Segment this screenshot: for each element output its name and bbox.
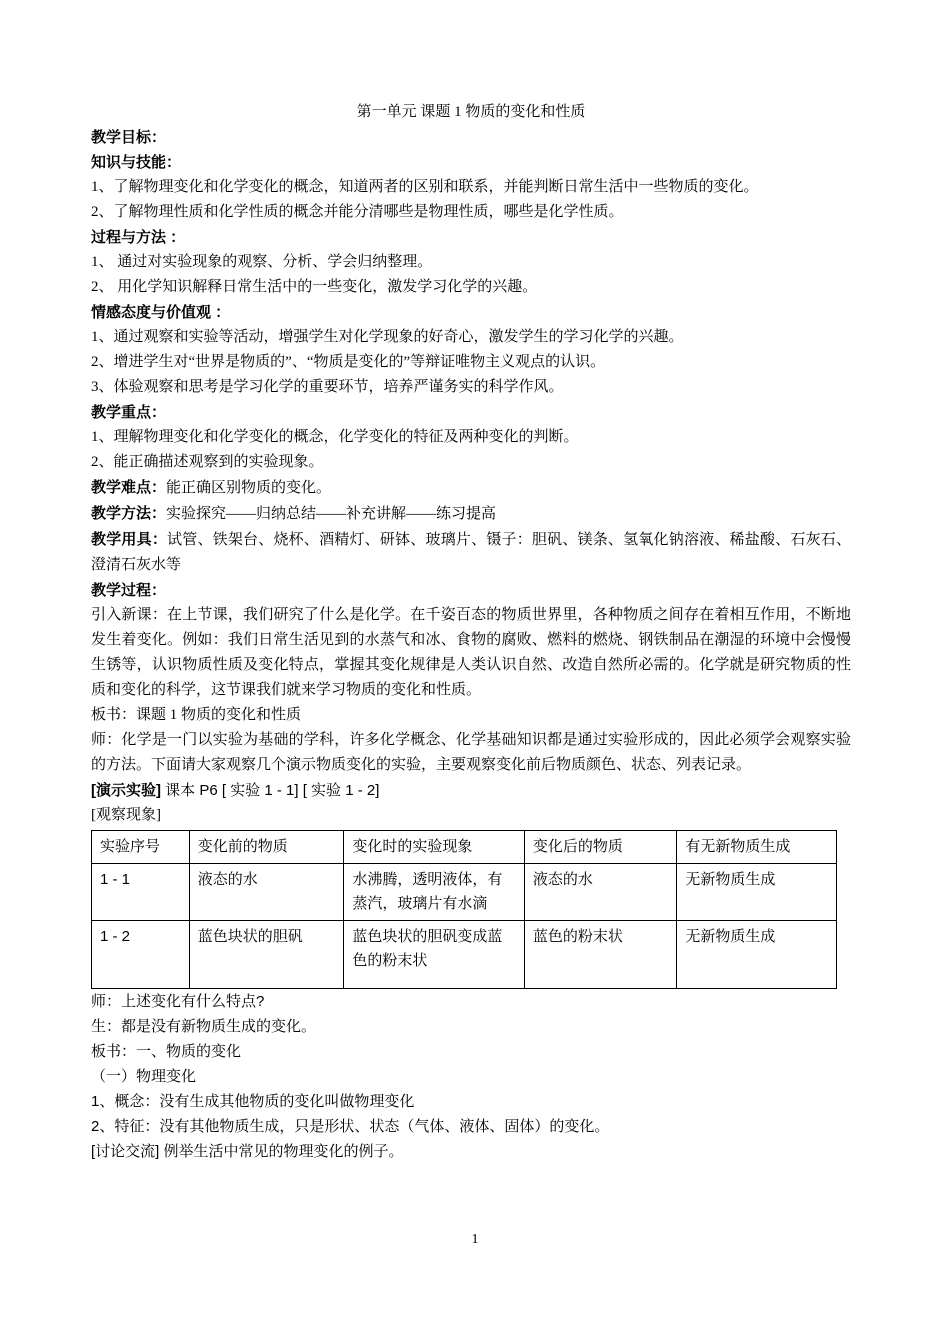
procedure-heading: 教学过程： xyxy=(91,582,167,599)
table-row xyxy=(92,864,837,921)
process-item: 1、 通过对实验现象的观察、分析、学会归纳整理。 xyxy=(91,254,433,270)
difficulty-label: 教学难点： xyxy=(91,479,167,496)
observation-table xyxy=(91,830,837,989)
difficulty-text: 能正确区别物质的变化。 xyxy=(166,480,332,496)
page-number: 1 xyxy=(471,1232,479,1247)
table-row xyxy=(92,921,837,989)
table-header-row xyxy=(92,831,837,864)
table-header-cell: 变化时的实验现象 xyxy=(344,831,525,864)
board-title: 板书：课题 1 物质的变化和性质 xyxy=(91,707,302,723)
table-cell: 1 - 2 xyxy=(92,921,190,989)
table-cell: 无新物质生成 xyxy=(677,921,837,989)
table-header-cell: 变化后的物质 xyxy=(524,831,677,864)
tools-text: 试管、铁架台、烧杯、酒精灯、研钵、玻璃片、镊子：胆矾、镁条、氢氧化钠溶液、稀盐酸、石灰石、澄清石灰水等 xyxy=(91,532,851,573)
teacher-paragraph: 师：化学是一门以实验为基础的学科，许多化学概念、化学基础知识都是通过实验形成的，因此必须学会观察实验的方法。下面请大家观察几个演示物质变化的实验，主要观察变化前后物质颜色、状态、列表记录。 xyxy=(91,732,851,773)
intro-paragraph: 引入新课：在上节课，我们研究了什么是化学。在千姿百态的物质世界里，各种物质之间存在着相互作用，不断地发生着变化。例如：我们日常生活见到的水蒸气和冰、食物的腐败、燃料的燃烧、钢铁制品在潮湿的环境中会慢慢生锈等，认识物质性质及变化特点，掌握其变化规律是人类认识自然、改造自然所必需的。化学就是研究物质的性质和变化的科学，这节课我们就来学习物质的变化和性质。 xyxy=(91,607,851,698)
method-text: 实验探究——归纳总结——补充讲解——练习提高 xyxy=(166,506,497,522)
process-item: 2、 用化学知识解释日常生活中的一些变化，激发学习化学的兴趣。 xyxy=(91,279,538,295)
after-line: 生：都是没有新物质生成的变化。 xyxy=(91,1018,317,1035)
after-line: [讨论交流] 例举生活中常见的物理变化的例子。 xyxy=(91,1143,404,1160)
table-cell: 液态的水 xyxy=(189,864,344,921)
after-line: 1、概念：没有生成其他物质的变化叫做物理变化 xyxy=(91,1093,415,1110)
knowledge-item: 2、了解物理性质和化学性质的概念并能分清哪些是物理性质，哪些是化学性质。 xyxy=(91,204,624,220)
method-line xyxy=(91,501,851,527)
table-header-cell: 实验序号 xyxy=(92,831,190,864)
emotion-item: 2、增进学生对“世界是物质的”、“物质是变化的”等辩证唯物主义观点的认识。 xyxy=(91,354,606,370)
after-line: 师：上述变化有什么特点? xyxy=(91,993,265,1010)
difficulty-line xyxy=(91,475,851,501)
process-heading: 过程与方法 ： xyxy=(91,229,186,246)
tools-paragraph xyxy=(91,527,851,578)
key-item: 1、理解物理变化和化学变化的概念，化学变化的特征及两种变化的判断。 xyxy=(91,429,579,445)
table-cell: 1 - 1 xyxy=(92,864,190,921)
observe-label: [观察现象] xyxy=(91,807,161,823)
after-line: 2、特征：没有其他物质生成，只是形状、状态（气体、液体、固体）的变化。 xyxy=(91,1118,610,1135)
table-header-cell: 有无新物质生成 xyxy=(677,831,837,864)
knowledge-heading: 知识与技能： xyxy=(91,154,182,171)
demo-label: [演示实验] xyxy=(91,782,161,799)
goals-heading: 教学目标： xyxy=(91,129,167,146)
tools-label: 教学用具： xyxy=(91,531,168,548)
table-cell: 蓝色块状的胆矾变成蓝色的粉末状 xyxy=(344,921,525,989)
method-label: 教学方法： xyxy=(91,505,167,522)
after-line: （一）物理变化 xyxy=(91,1068,197,1085)
emotion-item: 1、通过观察和实验等活动，增强学生对化学现象的好奇心，激发学生的学习化学的兴趣。 xyxy=(91,329,684,345)
table-cell: 液态的水 xyxy=(524,864,677,921)
table-cell: 蓝色块状的胆矾 xyxy=(189,921,344,989)
document-page xyxy=(91,100,851,1164)
table-header-cell: 变化前的物质 xyxy=(189,831,344,864)
document-title: 第一单元 课题 1 物质的变化和性质 xyxy=(356,104,586,120)
emotion-item: 3、体验观察和思考是学习化学的重要环节，培养严谨务实的科学作风。 xyxy=(91,379,564,395)
knowledge-item: 1、了解物理变化和化学变化的概念，知道两者的区别和联系，并能判断日常生活中一些物质的变化。 xyxy=(91,179,759,195)
key-item: 2、能正确描述观察到的实验现象。 xyxy=(91,454,324,470)
after-line: 板书：一、物质的变化 xyxy=(91,1043,242,1060)
demo-line xyxy=(91,778,851,803)
table-cell: 无新物质生成 xyxy=(677,864,837,921)
demo-text: 课本 P6 [ 实验 1 - 1] [ 实验 1 - 2] xyxy=(161,782,380,799)
table-cell: 水沸腾，透明液体，有蒸汽，玻璃片有水滴 xyxy=(344,864,525,921)
emotion-heading: 情感态度与价值观 ： xyxy=(91,304,231,321)
key-heading: 教学重点： xyxy=(91,404,167,421)
table-cell: 蓝色的粉末状 xyxy=(524,921,677,989)
